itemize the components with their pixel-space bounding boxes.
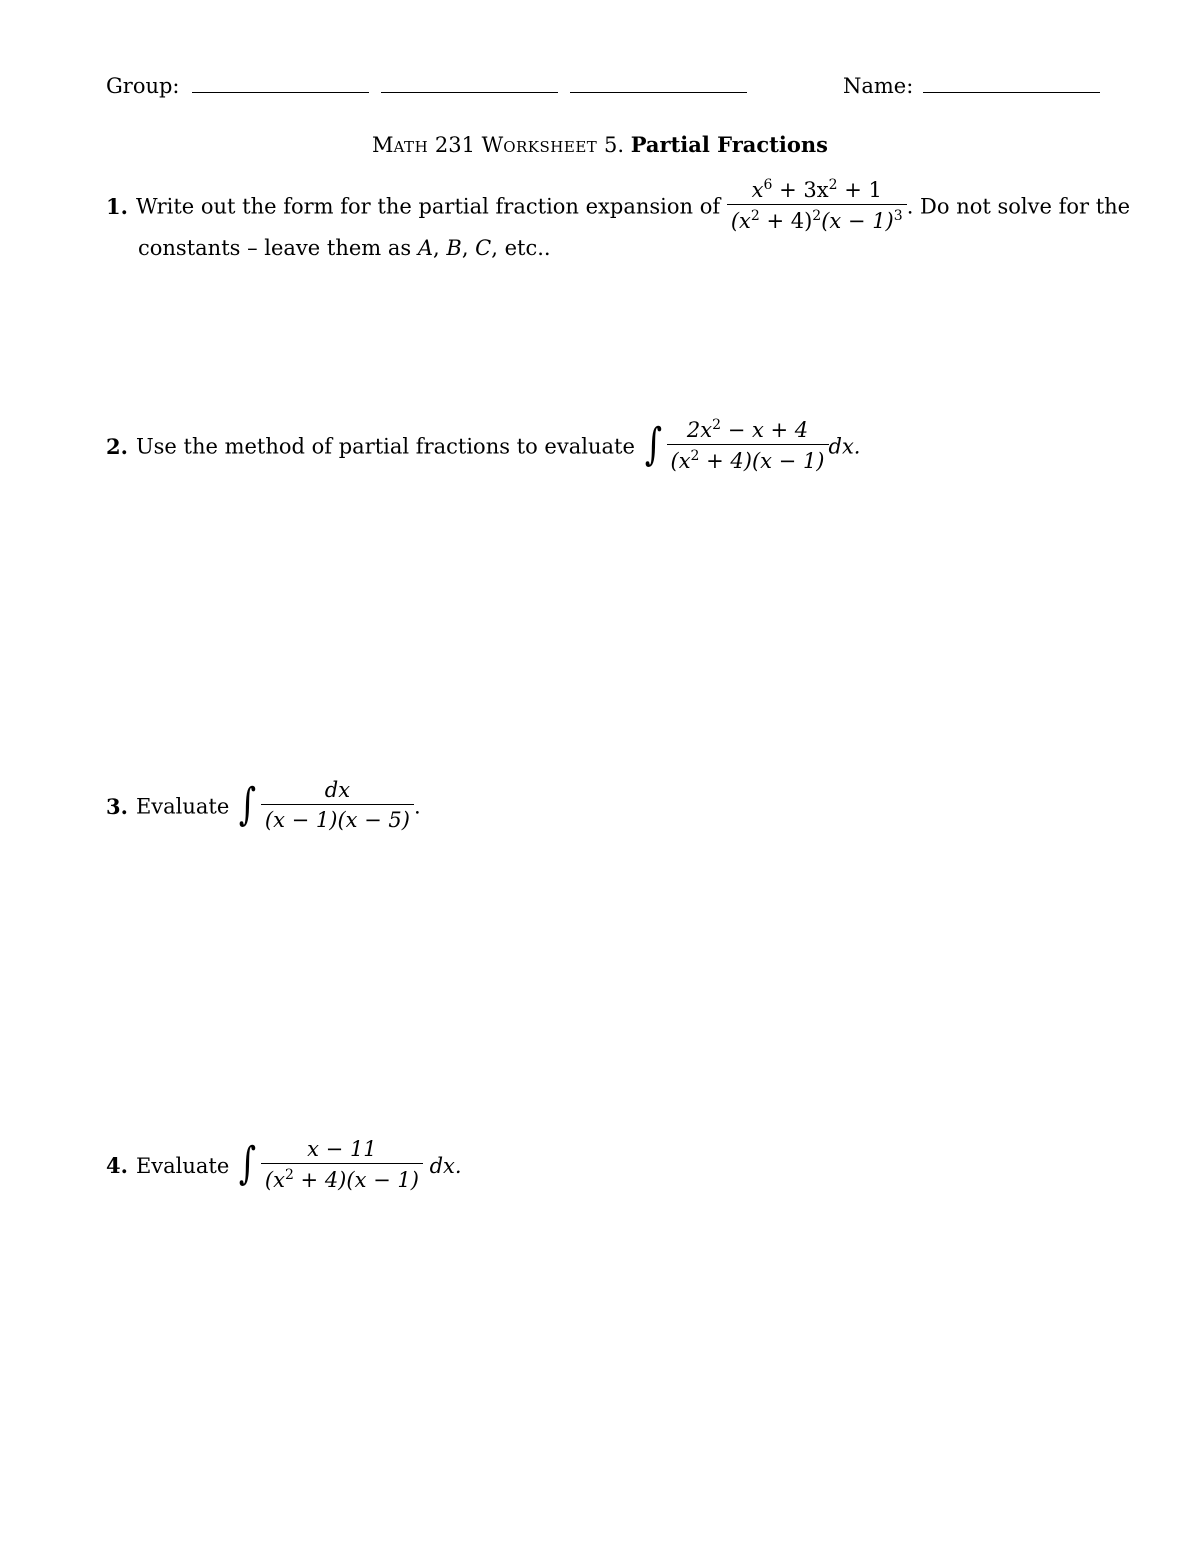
question-4 — [106, 1137, 462, 1195]
title-w: W — [481, 133, 504, 157]
question-3-numerator: dx — [261, 778, 414, 805]
question-4-numerator: x − 11 — [261, 1137, 423, 1164]
group-label: Group: — [106, 74, 180, 98]
question-1-fraction — [727, 177, 907, 233]
question-4-number: 4. — [106, 1153, 128, 1178]
question-2-number: 2. — [106, 433, 128, 459]
question-2-numerator: $2x^2 - x + 4$ — [667, 417, 829, 445]
title-topic: Partial Fractions — [630, 132, 828, 157]
question-3: 3. Evaluate ∫ $\frac{dx}{(x - 1)(x - 5)}$ . — [106, 778, 421, 832]
constant-b: B — [446, 236, 462, 260]
group-blank-1[interactable] — [192, 78, 369, 93]
page-title — [0, 132, 1200, 157]
group-field — [106, 74, 747, 98]
question-3-number: 3. — [106, 793, 128, 819]
question-1-denominator: $(x^2 + 4)^2(x - 1)^3$ — [730, 208, 903, 233]
title-course-number: 231 — [434, 133, 475, 157]
question-3-text: Evaluate — [135, 794, 230, 819]
question-4-text: Evaluate — [135, 1154, 230, 1178]
question-1-number: 1. — [106, 193, 128, 219]
name-blank[interactable] — [923, 78, 1100, 93]
question-2-differential: dx. — [828, 434, 861, 459]
integral-sign-icon: ∫ — [238, 1138, 257, 1189]
title-orksheet: ORKSHEET — [503, 138, 598, 156]
question-4-differential: dx. — [429, 1154, 462, 1178]
question-2-denominator: $(x^2 + 4)(x - 1)$ — [670, 448, 825, 473]
question-1 — [106, 177, 1131, 236]
title-worksheet-number: 5. — [603, 133, 625, 157]
question-2 — [106, 417, 861, 476]
question-1-numerator: $x^6 + 3x^2 + 1$ — [727, 177, 907, 205]
title-m: M — [372, 133, 394, 157]
question-4-fraction — [261, 1137, 423, 1192]
question-4-denominator: $(x^2 + 4)(x - 1)$ — [264, 1167, 419, 1192]
question-1-text: Write out the form for the partial fraction expansion of — [135, 194, 721, 219]
constant-a: A — [417, 236, 434, 260]
title-ath: ATH — [393, 138, 429, 156]
integral-sign-icon: ∫ — [644, 418, 662, 470]
question-1-line-2: constants – leave them as A, B, C, etc.. — [138, 236, 551, 260]
constant-c: C — [475, 236, 492, 260]
question-2-text: Use the method of partial fractions to evaluate — [135, 434, 635, 459]
question-1-instruction: . Do not solve for the — [906, 194, 1131, 219]
name-label: Name: — [843, 74, 914, 98]
question-3-denominator: (x − 1)(x − 5) — [264, 808, 410, 832]
group-blank-2[interactable] — [381, 78, 558, 93]
integral-sign-icon: ∫ — [238, 778, 257, 830]
question-3-fraction — [261, 778, 414, 832]
question-2-fraction — [667, 417, 829, 473]
group-blank-3[interactable] — [570, 78, 747, 93]
name-field — [843, 74, 1100, 98]
